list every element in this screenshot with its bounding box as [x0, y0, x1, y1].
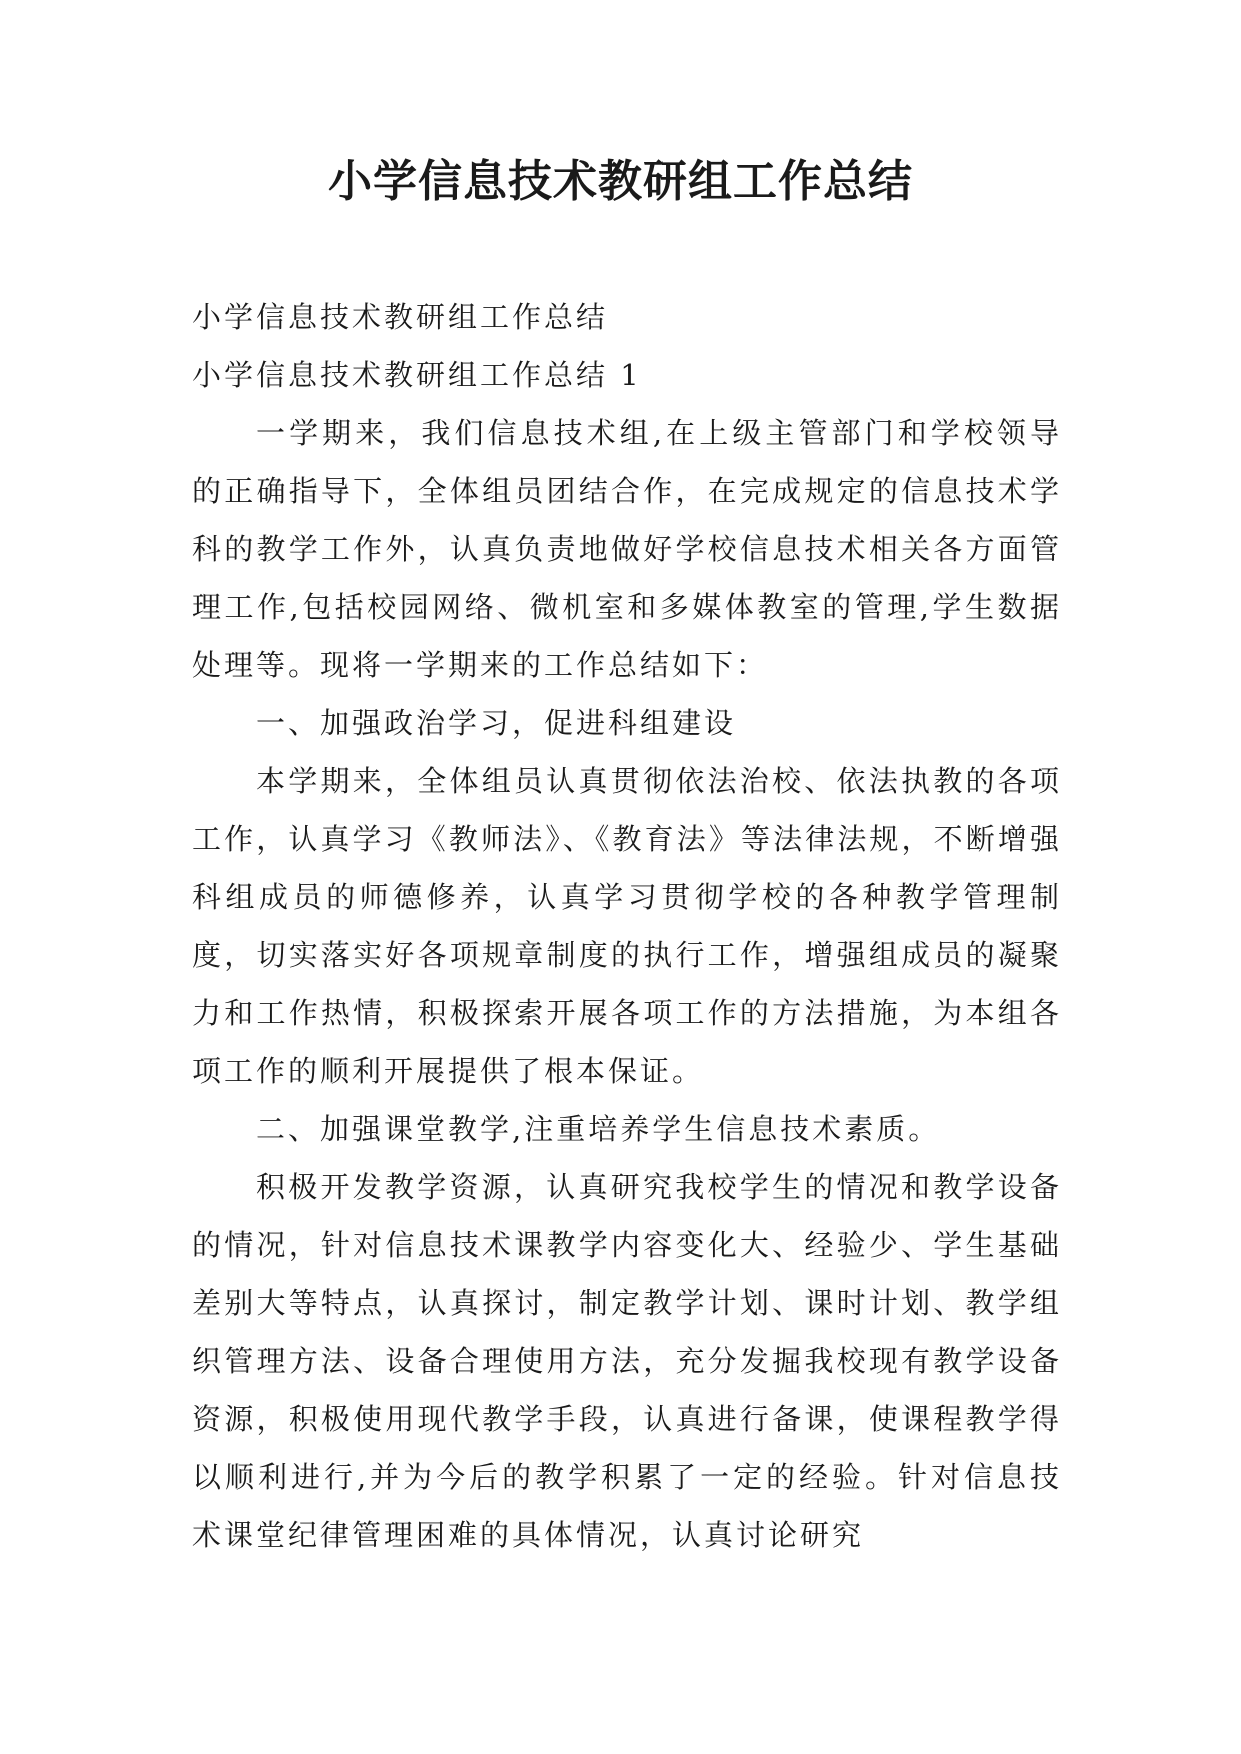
document-title: 小学信息技术教研组工作总结	[328, 156, 913, 207]
paragraph-body-two: 积极开发教学资源，认真研究我校学生的情况和教学设备的情况，针对信息技术课教学内容变化大、经验少、学生基础差别大等特点，认真探讨，制定教学计划、课时计划、教学组织管理方法、设备合理使用方法，充分发掘我校现有教学设备资源，积极使用现代教学手段，认真进行备课，使课程教学得以顺利进行,并为今后的教学积累了一定的经验。针对信息技术课堂纪律管理困难的具体情况，认真讨论研究	[192, 1170, 1062, 1552]
paragraph-subtitle: 小学信息技术教研组工作总结	[192, 300, 609, 334]
paragraph-intro: 一学期来，我们信息技术组,在上级主管部门和学校领导的正确指导下，全体组员团结合作，在完成规定的信息技术学科的教学工作外，认真负责地做好学校信息技术相关各方面管理工作,包括校园网络、微机室和多媒体教室的管理,学生数据处理等。现将一学期来的工作总结如下：	[192, 416, 1062, 682]
paragraph-heading-one: 一、加强政治学习，促进科组建设	[256, 706, 737, 740]
paragraph-body-one: 本学期来，全体组员认真贯彻依法治校、依法执教的各项工作，认真学习《教师法》、《教育法》等法律法规，不断增强科组成员的师德修养，认真学习贯彻学校的各种教学管理制度，切实落实好各项规章制度的执行工作，增强组成员的凝聚力和工作热情，积极探索开展各项工作的方法措施，为本组各项工作的顺利开展提供了根本保证。	[192, 764, 1062, 1088]
paragraph-heading-two: 二、加强课堂教学,注重培养学生信息技术素质。	[256, 1112, 941, 1146]
document-body	[192, 288, 1062, 1564]
paragraph-section-heading: 小学信息技术教研组工作总结 1	[192, 358, 642, 392]
